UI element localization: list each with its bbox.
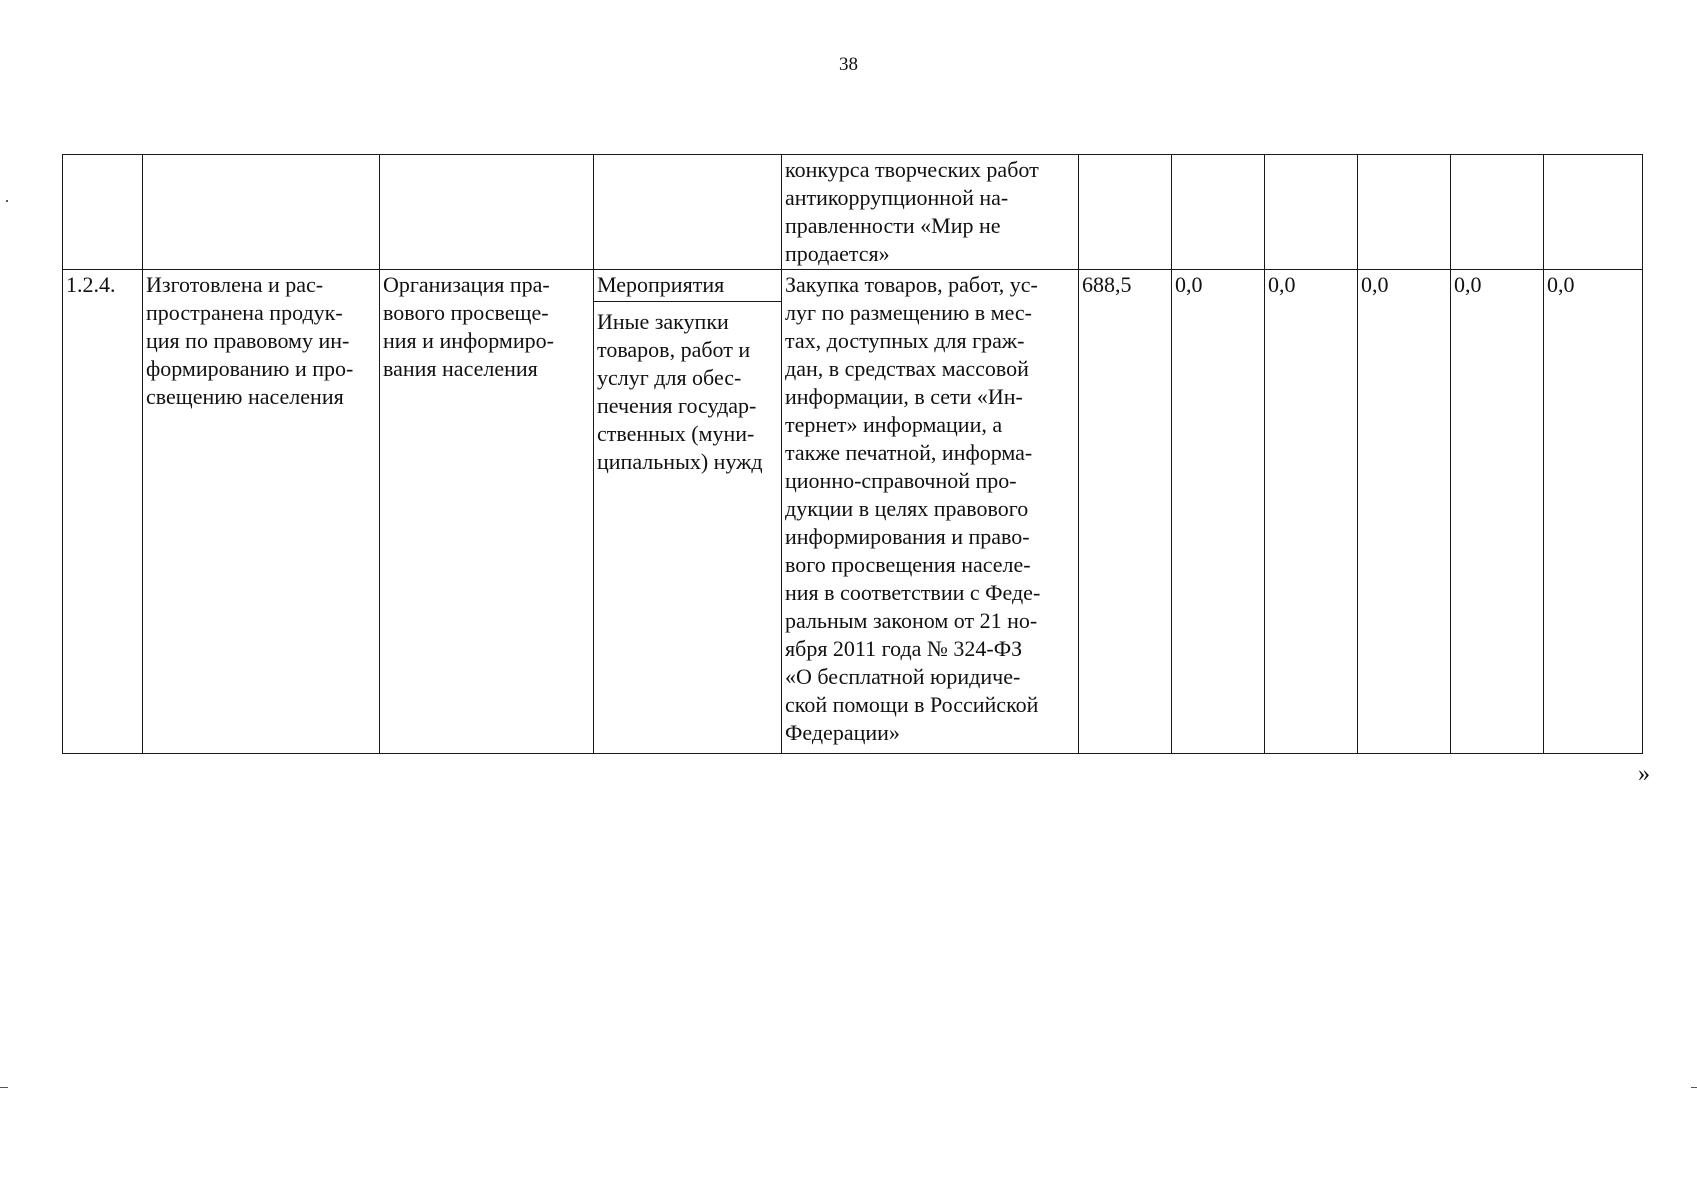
type-detail: Иные закупки товаров, работ и услуг для обес- печения государ- ственных (муни- ципальных) нужд <box>597 309 763 474</box>
scan-mark <box>6 200 8 202</box>
cell-value <box>1451 155 1544 270</box>
description-text: Закупка товаров, работ, ус- луг по размещению в мес- тах, доступных для граж- дан, в средствах массовой информации, в сети «Ин- тернет» информации, а также печатной, информа- ционно-справочной про- дукции в целях правового информирования и право- вого просвещения населе- ния в соответствии с Феде- ральным законом от 21 но- ября 2011 года № 324-ФЗ «О бесплатной юридиче- ской помощи в Российской Федерации» <box>785 272 1041 745</box>
activity-text: Организация пра- вового просвеще- ния и информиро- вания населения <box>383 272 554 381</box>
description-text: конкурса творческих работ антикоррупционной на- правленности «Мир не продается» <box>785 157 1039 266</box>
cell-result <box>143 155 380 270</box>
cell-type <box>594 270 782 754</box>
program-table <box>62 154 1643 754</box>
cell-value <box>1544 155 1643 270</box>
scan-mark <box>0 1087 8 1088</box>
cell-result <box>143 270 380 754</box>
cell-activity <box>380 155 594 270</box>
cell-value <box>1544 270 1643 754</box>
cell-value <box>1451 270 1544 754</box>
cell-description <box>782 155 1079 270</box>
value-text: 0,0 <box>1175 272 1203 297</box>
value-text: 688,5 <box>1082 272 1132 297</box>
cell-number <box>63 270 143 754</box>
cell-value <box>1265 155 1358 270</box>
closing-quote-mark: » <box>1638 761 1650 787</box>
cell-value <box>1358 155 1451 270</box>
cell-activity <box>380 270 594 754</box>
table-row <box>63 270 1643 754</box>
value-text: 0,0 <box>1361 272 1389 297</box>
value-text: 0,0 <box>1547 272 1575 297</box>
cell-description <box>782 270 1079 754</box>
type-header: Мероприятия <box>594 271 781 302</box>
page-number: 38 <box>839 54 858 75</box>
cell-value <box>1172 155 1265 270</box>
cell-value <box>1358 270 1451 754</box>
cell-value <box>1172 270 1265 754</box>
cell-number <box>63 155 143 270</box>
table-row-continued <box>63 155 1643 270</box>
cell-value <box>1265 270 1358 754</box>
value-text: 0,0 <box>1268 272 1296 297</box>
cell-value <box>1079 155 1172 270</box>
cell-type <box>594 155 782 270</box>
row-number: 1.2.4. <box>66 272 116 297</box>
result-text: Изготовлена и рас- пространена продук- ция по правовому ин- формированию и про- свещению населения <box>146 272 354 409</box>
cell-value <box>1079 270 1172 754</box>
value-text: 0,0 <box>1454 272 1482 297</box>
scan-mark <box>1691 1087 1697 1088</box>
